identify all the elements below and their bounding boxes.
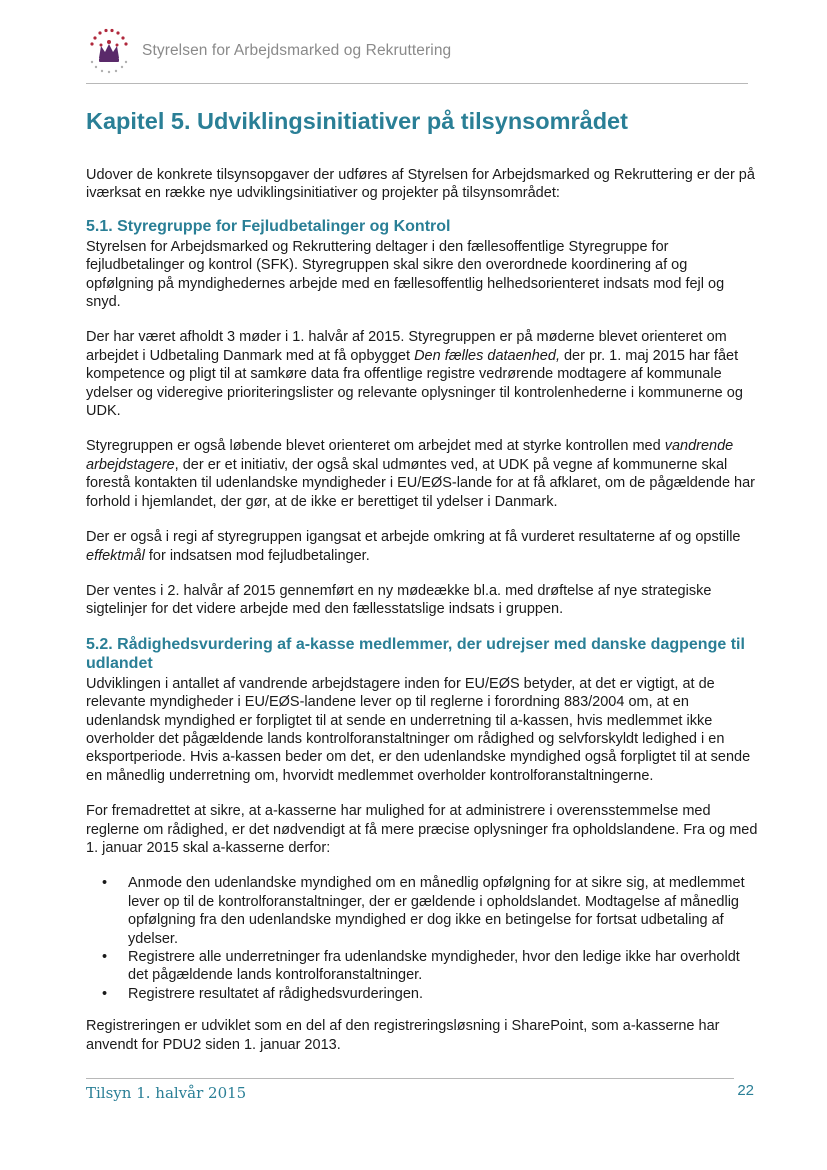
list-item: [86, 874, 758, 948]
page-number: 22: [737, 1082, 754, 1099]
page-content: [86, 104, 758, 1054]
chapter-title: Kapitel 5. Udviklingsinitiativer på tilsynsområdet: [86, 108, 628, 134]
paragraph-text: der pr. 1. maj 2015 har fået kompetence og pligt til at samkøre data fra offentlige registre vedrørende modtagere af kommunale ydelser og videregive prioriteringslister og relevante oplysninger til kontrolenhederne i kommunerne og UDK.: [86, 347, 743, 420]
paragraph-text: Der er også i regi af styregruppen igangsat et arbejde omkring at få vurderet resultaterne af og opstille: [86, 529, 741, 546]
header-divider: [86, 83, 748, 84]
paragraph-text: , der er et initiativ, der også skal udmøntes ved, at UDK på vegne af kommunerne skal forestå kontakten til udenlandske myndigheder i EU/EØS-lande for at få afklaret, om de pågældende har forhold i hjemlandet, der gør, at de ikke er berettiget til ydelser i Danmark.: [86, 456, 756, 510]
agency-name: Styrelsen for Arbejdsmarked og Rekruttering: [142, 42, 452, 59]
bullet-list: [86, 874, 758, 1003]
page-header: [78, 22, 758, 82]
paragraph-text: Styregruppen er også løbende blevet orienteret om arbejdet med at styrke kontrollen med: [86, 438, 665, 455]
section-5-2-paragraph-2: For fremadrettet at sikre, at a-kasserne har mulighed for at administrere i overensstemmelse med reglerne om rådighed, er det nødvendigt at få mere præcise oplysninger fra opholdslandene. Fra og med 1. januar 2015 skal a-kasserne derfor:: [86, 803, 758, 856]
section-5-2-paragraph-3: Registreringen er udviklet som en del af den registreringsløsning i SharePoint, som a-kasserne har anvendt for PDU2 siden 1. januar 2013.: [86, 1018, 720, 1053]
section-heading-5-2: 5.2. Rådighedsvurdering af a-kasse medlemmer, der udrejser med danske dagpenge til udlandet: [86, 635, 745, 672]
list-item: [86, 948, 758, 985]
emphasis-text: Den fælles dataenhed,: [414, 347, 560, 364]
footer-title: Tilsyn 1. halvår 2015: [86, 1084, 247, 1102]
crown-seal-icon: [78, 22, 140, 84]
emphasis-text: effektmål: [86, 547, 145, 564]
chapter-intro: Udover de konkrete tilsynsopgaver der udføres af Styrelsen for Arbejdsmarked og Rekruttering er der på iværksat en række nye udviklingsinitiativer og projekter på tilsynsområdet:: [86, 167, 755, 202]
list-item-text: Registrere resultatet af rådighedsvurderingen.: [128, 985, 423, 1002]
list-item-text: Anmode den udenlandske myndighed om en månedlig opfølgning for at sikre sig, at medlemmet lever op til de kontrolforanstaltninger, der er gældende i opholdslandet. Modtagelse af månedlig opfølgning fra den udenlandske myndighed er dog ikke en betingelse for fortsat udbetaling af ydelser.: [128, 875, 745, 947]
section-5-1-paragraph-3: [86, 437, 758, 511]
section-heading-5-1: 5.1. Styregruppe for Fejludbetalinger og Kontrol: [86, 217, 451, 235]
section-5-1-paragraph-1: Styrelsen for Arbejdsmarked og Rekruttering deltager i den fællesoffentlige Styregruppe for fejludbetalinger og kontrol (SFK). Styregruppen skal sikre den overordnede koordinering af og opfølgning på myndighedernes arbejde med en fællesoffentlig helhedsorienteret indsats mod fejl og snyd.: [86, 238, 725, 311]
bullet-icon: •: [102, 985, 108, 1002]
bullet-icon: •: [102, 875, 108, 892]
footer-divider: [86, 1078, 734, 1079]
emphasis-text: vandrende arbejdstagere: [86, 438, 734, 473]
list-item-text: Registrere alle underretninger fra udenlandske myndigheder, hvor den ledige ikke har overholdt det pågældende lands kontrolforanstaltninger.: [128, 949, 740, 984]
section-5-1-paragraph-2: [86, 328, 758, 420]
list-item: [86, 985, 758, 1003]
section-5-1-paragraph-4: [86, 528, 758, 565]
section-5-1-paragraph-5: Der ventes i 2. halvår af 2015 gennemført en ny mødeække bl.a. med drøftelse af nye strategiske sigtelinjer for det videre arbejde med den fællesstatslige indsats i gruppen.: [86, 582, 712, 618]
paragraph-text: for indsatsen mod fejludbetalinger.: [144, 547, 370, 564]
paragraph-text: Der har været afholdt 3 møder i 1. halvår af 2015. Styregruppen er på møderne blevet orienteret om arbejdet i Udbetaling Danmark med at få opbygget: [86, 329, 727, 364]
bullet-icon: •: [102, 949, 108, 965]
section-5-2-paragraph-1: Udviklingen i antallet af vandrende arbejdstagere inden for EU/EØS betyder, at det er vigtigt, at de relevante myndigheder i EU/EØS-landene lever op til reglerne i forordning 883/2004 om, at en udenlandsk myndighed er forpligtet til at sende en underretning til a-kassen, hvis medlemmet ikke overholder det pågældende lands kontrolforanstaltninger om rådighed og selvforskyldt ledighed i en eksportperiode. Hvis a-kassen beder om det, er den udenlandske myndighed også forpligtet til at sende en månedlig underretning om, hvorvidt medlemmet overholder kontrolforanstaltningerne.: [86, 675, 751, 784]
